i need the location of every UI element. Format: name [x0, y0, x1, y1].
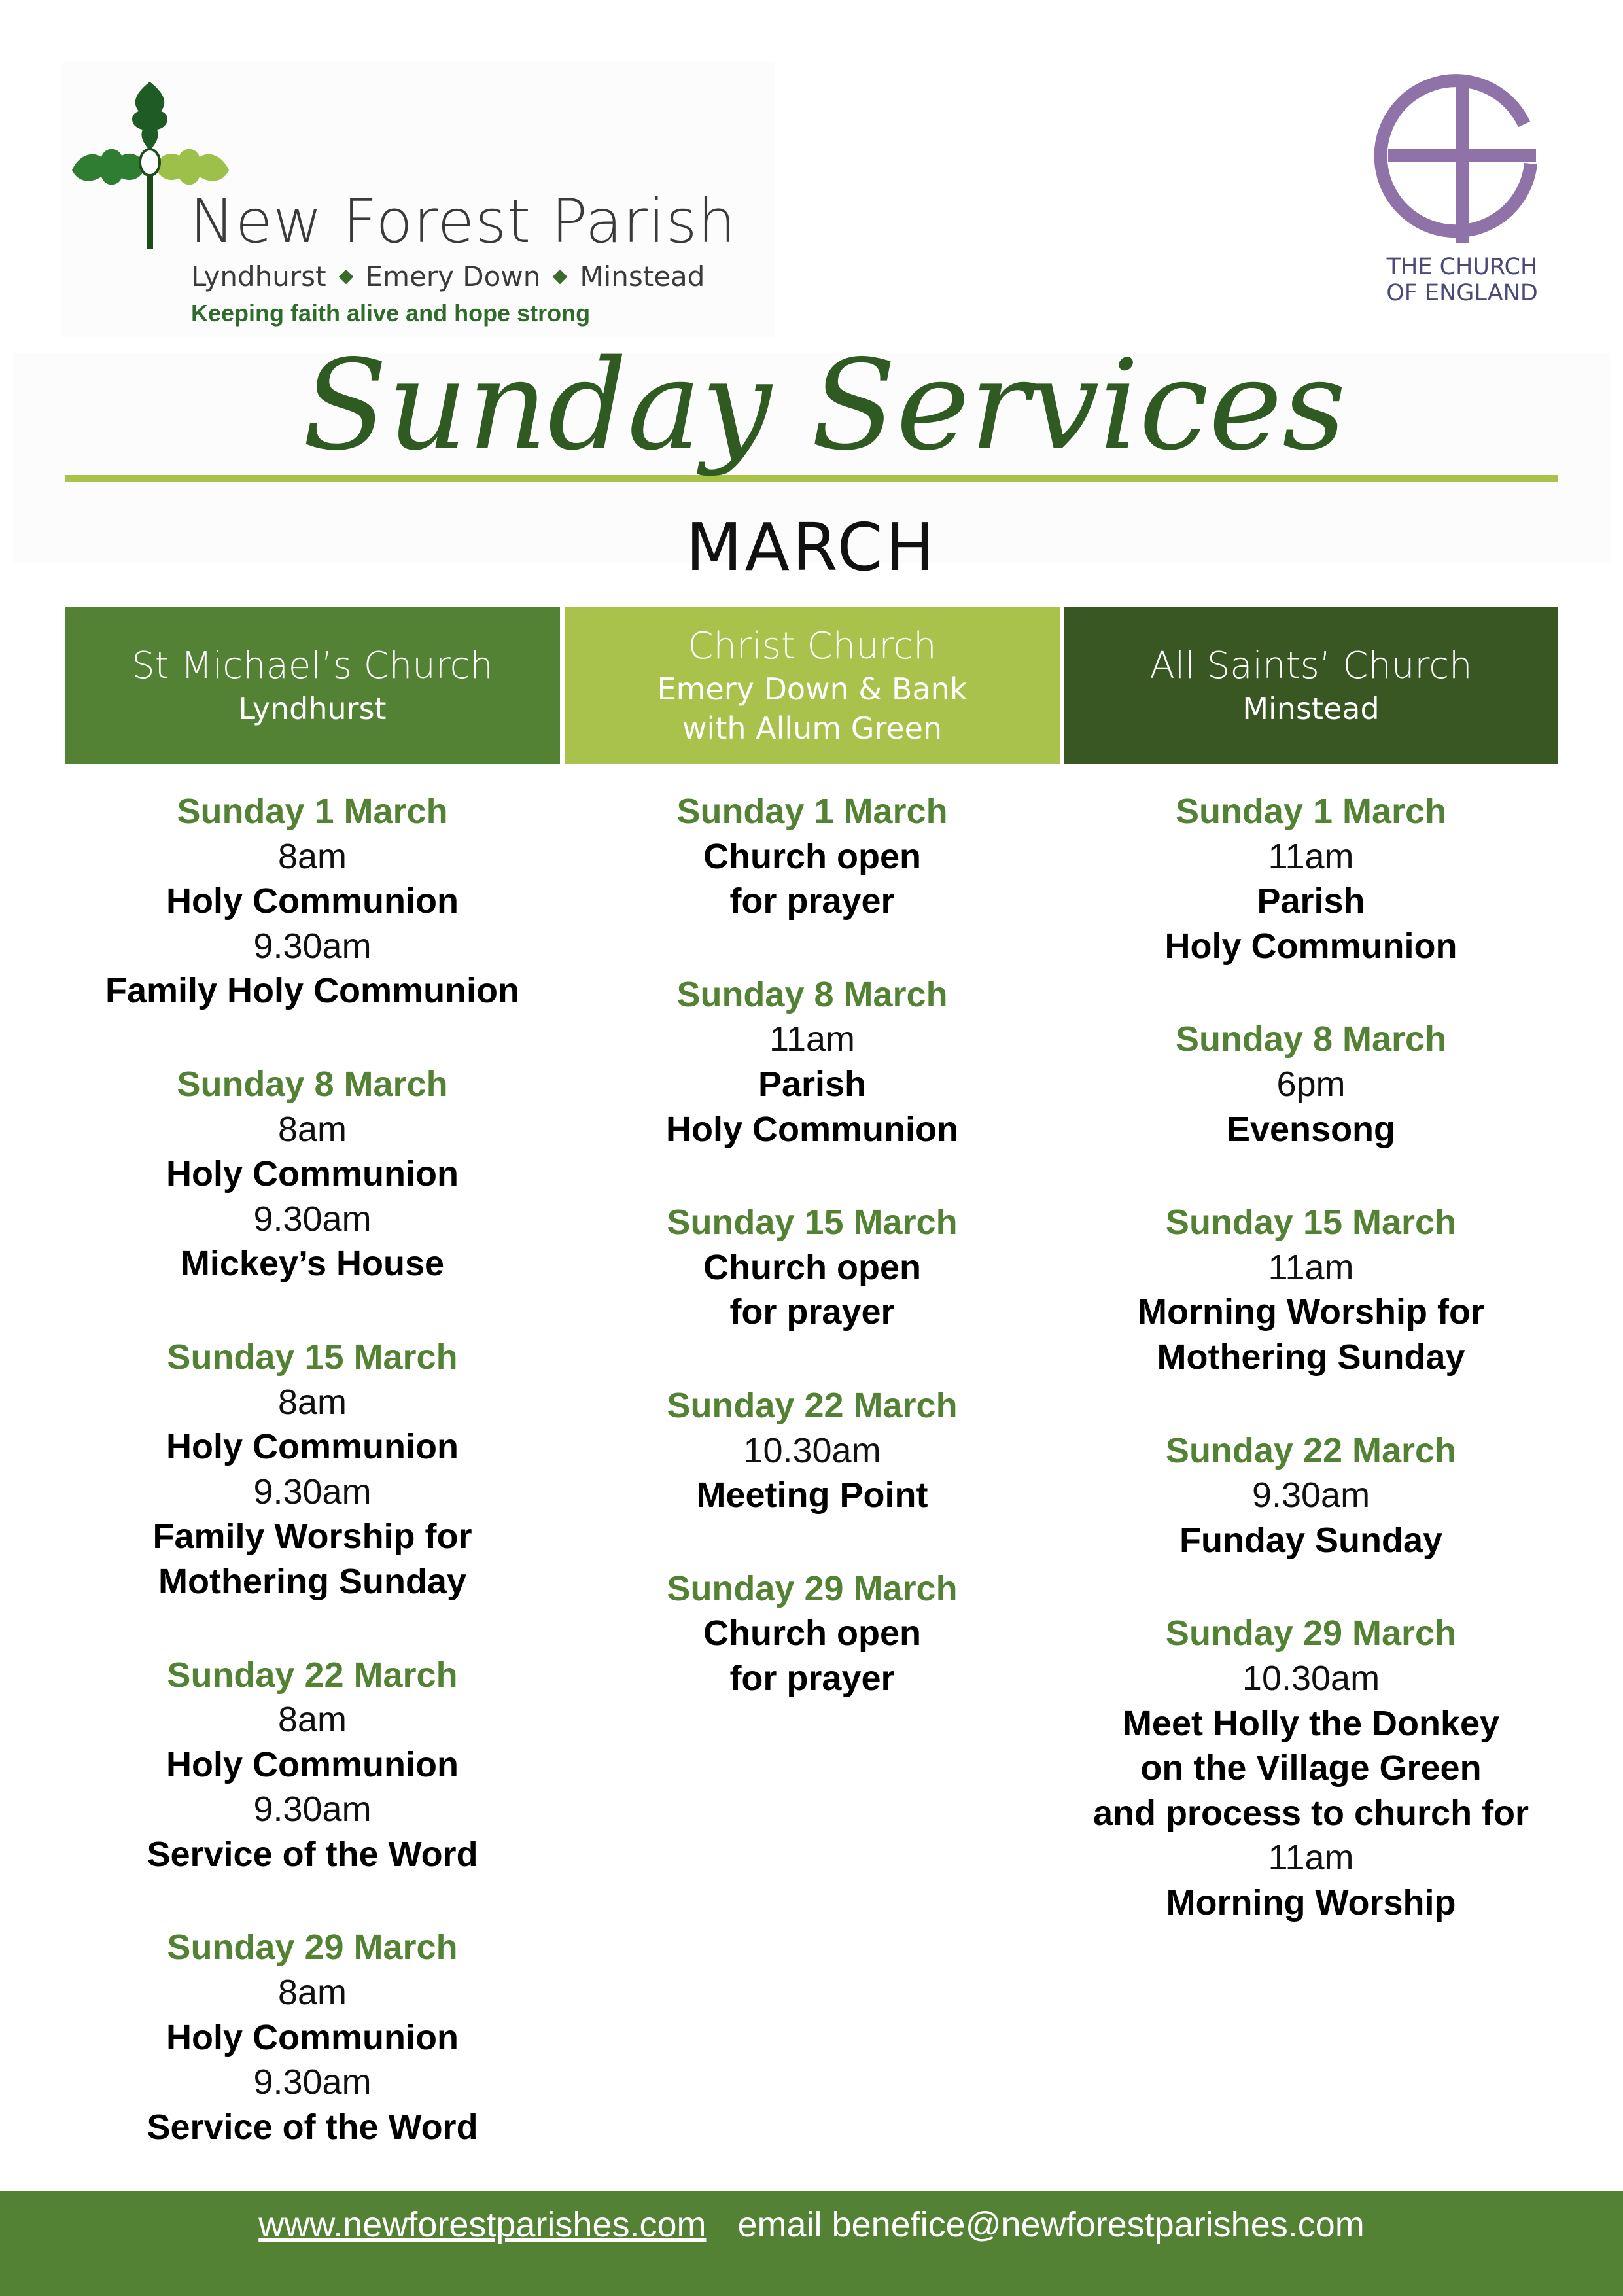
- column-header-christ-church: [565, 607, 1060, 764]
- schedule-column-all-saints: [1064, 789, 1558, 1973]
- service-date: Sunday 1 March: [1175, 792, 1447, 831]
- service-name: Mothering Sunday: [158, 1561, 466, 1601]
- email-text: email benefice@newforestparishes.com: [737, 2205, 1365, 2244]
- service-name: on the Village Green: [1140, 1748, 1482, 1788]
- service-date: Sunday 22 March: [167, 1655, 458, 1695]
- service-time: 9.30am: [253, 2062, 372, 2102]
- diamond-separator-icon: [338, 270, 353, 285]
- service-time: 8am: [277, 1973, 347, 2013]
- service-entry: [1064, 1428, 1558, 1563]
- parish-tagline: Keeping faith alive and hope strong: [191, 300, 591, 327]
- service-entry: [65, 789, 560, 1014]
- service-name: Holy Communion: [1164, 926, 1457, 966]
- service-entry: [65, 1335, 560, 1604]
- service-name: Service of the Word: [147, 2107, 478, 2147]
- schedule-column-st-michaels: [65, 789, 560, 2198]
- service-entry: [565, 1200, 1060, 1335]
- service-name: Service of the Word: [147, 1834, 478, 1874]
- church-name: Christ Church: [688, 625, 937, 667]
- schedule-column-christ-church: [565, 789, 1060, 1750]
- service-entry: [1064, 789, 1558, 968]
- service-date: Sunday 29 March: [167, 1928, 458, 1968]
- parish-places: [191, 260, 705, 292]
- coe-line-1: THE CHURCH: [1386, 254, 1538, 280]
- service-name: for prayer: [729, 1292, 895, 1332]
- service-name: Funday Sunday: [1179, 1520, 1443, 1560]
- title-script-text: Sunday Services: [302, 333, 1346, 478]
- service-name: Mickey’s House: [180, 1244, 445, 1284]
- service-name: Holy Communion: [166, 1744, 459, 1784]
- service-entry: [65, 1925, 560, 2149]
- service-name: for prayer: [729, 881, 895, 921]
- column-header-all-saints: [1064, 607, 1558, 764]
- coe-line-2: OF ENGLAND: [1386, 280, 1538, 306]
- service-name: Holy Communion: [666, 1109, 958, 1149]
- service-entry: [565, 1383, 1060, 1518]
- service-date: Sunday 15 March: [1165, 1203, 1457, 1243]
- service-time: 8am: [277, 836, 347, 876]
- service-date: Sunday 1 March: [177, 792, 448, 831]
- service-date: Sunday 22 March: [667, 1385, 958, 1425]
- column-header-st-michaels: [65, 607, 560, 764]
- service-time: 8am: [277, 1109, 347, 1149]
- service-time: 10.30am: [1242, 1658, 1380, 1698]
- service-entry: [565, 972, 1060, 1152]
- website-link[interactable]: www.newforestparishes.com: [258, 2205, 707, 2244]
- service-entry: [565, 1566, 1060, 1701]
- service-date: Sunday 15 March: [167, 1337, 458, 1377]
- service-date: Sunday 1 March: [676, 792, 948, 831]
- service-time: 8am: [277, 1700, 347, 1740]
- service-date: Sunday 8 March: [676, 974, 948, 1014]
- service-time: 9.30am: [253, 1790, 372, 1829]
- service-entry: [65, 1062, 560, 1286]
- place-emery-down: Emery Down: [365, 260, 541, 292]
- church-of-england-wordmark: [1364, 254, 1560, 306]
- service-name: Church open: [703, 836, 921, 876]
- service-entry: [1064, 1611, 1558, 1925]
- service-date: Sunday 29 March: [667, 1568, 958, 1608]
- place-lyndhurst: Lyndhurst: [191, 260, 326, 292]
- service-date: Sunday 22 March: [1165, 1430, 1457, 1470]
- church-location: Minstead: [1242, 691, 1380, 726]
- service-date: Sunday 8 March: [1175, 1019, 1447, 1059]
- service-time: 11am: [1268, 1838, 1354, 1878]
- parish-name: New Forest Parish: [190, 186, 737, 256]
- service-date: Sunday 15 March: [667, 1203, 958, 1243]
- church-location-line-1: Emery Down & Bank: [657, 671, 968, 707]
- church-location: Lyndhurst: [238, 691, 387, 726]
- service-time: 9.30am: [253, 1472, 372, 1511]
- church-of-england-logo-icon: [1374, 79, 1550, 249]
- service-time: 11am: [1268, 1247, 1354, 1287]
- service-name: Holy Communion: [166, 1427, 459, 1467]
- service-name: Meet Holly the Donkey: [1122, 1703, 1500, 1743]
- service-name: Family Holy Communion: [105, 971, 520, 1011]
- service-name: Parish: [1257, 881, 1365, 921]
- diamond-separator-icon: [553, 270, 568, 285]
- place-minstead: Minstead: [580, 260, 705, 292]
- service-name: Church open: [703, 1614, 921, 1653]
- footer-contact: [0, 2204, 1623, 2245]
- service-entry: [1064, 1200, 1558, 1379]
- service-time: 9.30am: [253, 1199, 372, 1239]
- service-time: 9.30am: [253, 926, 372, 966]
- month-heading: MARCH: [686, 509, 937, 586]
- service-name: Family Worship for: [152, 1517, 472, 1557]
- service-time: 6pm: [1276, 1064, 1346, 1104]
- service-name: Holy Communion: [166, 2017, 459, 2057]
- service-date: Sunday 8 March: [177, 1064, 448, 1104]
- service-name: and process to church for: [1092, 1793, 1529, 1833]
- service-entry: [65, 1653, 560, 1877]
- service-name: for prayer: [729, 1658, 895, 1698]
- service-name: Holy Communion: [166, 1154, 459, 1194]
- service-entry: [1064, 1017, 1558, 1152]
- service-time: 9.30am: [1251, 1475, 1370, 1515]
- service-date: Sunday 29 March: [1165, 1614, 1457, 1653]
- service-time: 11am: [769, 1019, 856, 1059]
- church-name: All Saints’ Church: [1149, 645, 1473, 687]
- service-time: 10.30am: [743, 1430, 881, 1470]
- service-time: 11am: [1268, 836, 1354, 876]
- service-entry: [565, 789, 1060, 924]
- service-name: Mothering Sunday: [1157, 1337, 1465, 1377]
- service-name: Church open: [703, 1247, 921, 1287]
- service-name: Evensong: [1226, 1109, 1396, 1149]
- church-location-line-2: with Allum Green: [682, 711, 943, 746]
- service-name: Morning Worship: [1166, 1882, 1456, 1922]
- service-name: Holy Communion: [166, 881, 459, 921]
- service-name: Parish: [758, 1064, 867, 1104]
- service-name: Morning Worship for: [1138, 1292, 1484, 1332]
- church-name: St Michael’s Church: [131, 645, 493, 687]
- service-time: 8am: [277, 1382, 347, 1422]
- service-name: Meeting Point: [696, 1475, 928, 1515]
